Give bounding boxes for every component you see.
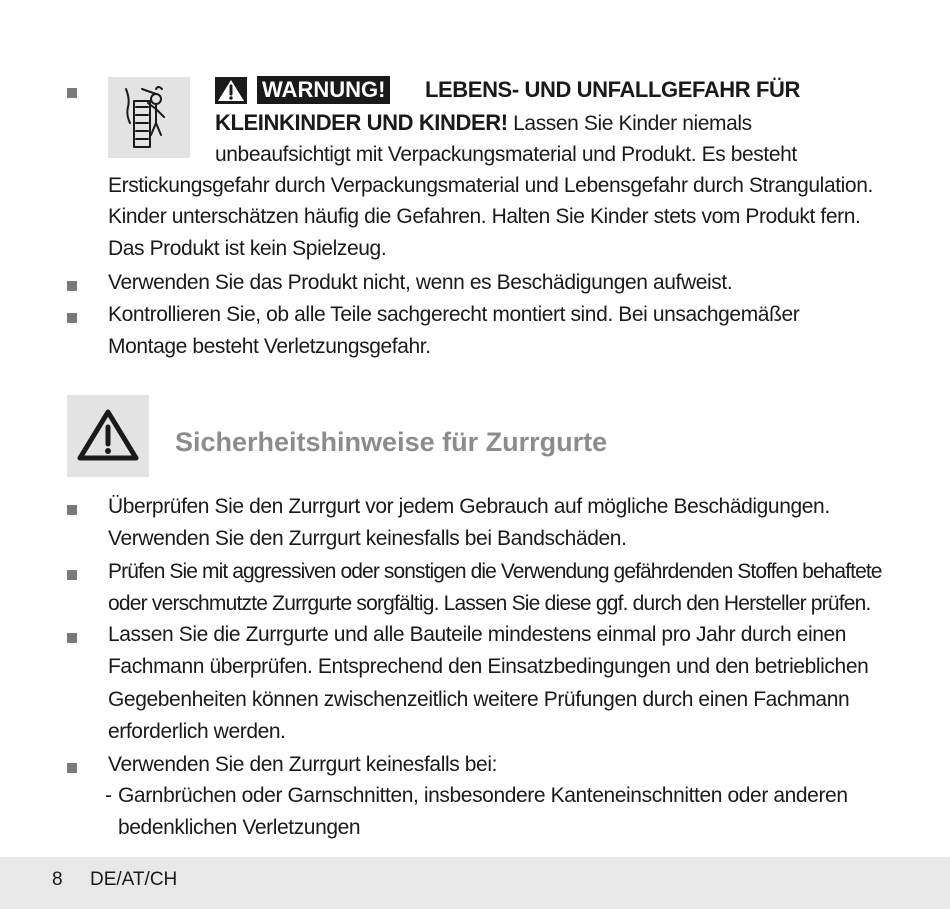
sub-item-line-2: bedenklichen Verletzungen xyxy=(118,816,361,839)
warning-line-4: Kinder unterschätzen häufig die Gefahren. Halten Sie Kinder stets vom Produkt fern. xyxy=(108,205,861,228)
sub-item-dash: - xyxy=(105,784,112,807)
annual-check-line-4: erforderlich werden. xyxy=(108,720,286,743)
contamination-line-2: oder verschmutzte Zurrgurte sorgfältig. Lassen Sie diese ggf. durch den Hersteller prüfen. xyxy=(108,592,871,615)
bullet-marker xyxy=(67,505,77,515)
warning-triangle-icon xyxy=(215,77,247,104)
sub-item-line-1: Garnbrüchen oder Garnschnitten, insbesondere Kanteneinschnitten oder anderen xyxy=(118,784,848,807)
assembly-bullet-line-1: Kontrollieren Sie, ob alle Teile sachgerecht montiert sind. Bei unsachgemäßer xyxy=(108,303,800,326)
bullet-marker xyxy=(67,570,77,580)
do-not-use-line: Verwenden Sie den Zurrgurt keinesfalls bei: xyxy=(108,753,498,776)
warning-line-5: Das Produkt ist kein Spielzeug. xyxy=(108,237,387,260)
inspection-line-1: Überprüfen Sie den Zurrgurt vor jedem Gebrauch auf mögliche Beschädigungen. xyxy=(108,495,830,518)
bullet-marker xyxy=(67,763,77,773)
damage-bullet-text: Verwenden Sie das Produkt nicht, wenn es Beschädigungen aufweist. xyxy=(108,271,733,294)
child-hazard-icon xyxy=(108,77,190,158)
warning-label: WARNUNG! xyxy=(257,76,390,104)
warning-line-2: unbeaufsichtigt mit Verpackungsmaterial und Produkt. Es besteht xyxy=(215,143,797,166)
warning-heading-1: LEBENS- UND UNFALLGEFAHR FÜR xyxy=(425,77,801,102)
bullet-marker xyxy=(67,633,77,643)
warning-heading-2: KLEINKINDER UND KINDER! xyxy=(215,110,508,135)
bullet-marker xyxy=(67,88,77,98)
assembly-bullet-line-2: Montage besteht Verletzungsgefahr. xyxy=(108,335,431,358)
region-label: DE/AT/CH xyxy=(90,869,178,890)
annual-check-line-1: Lassen Sie die Zurrgurte und alle Bauteile mindestens einmal pro Jahr durch einen xyxy=(108,623,847,646)
bullet-marker xyxy=(67,281,77,291)
warning-line-1-rest: Lassen Sie Kinder niemals xyxy=(507,112,752,135)
contamination-line-1: Prüfen Sie mit aggressiven oder sonstigen die Verwendung gefährdenden Stoffen behaftete xyxy=(108,560,882,583)
warning-line-1 xyxy=(215,107,752,140)
section-title: Sicherheitshinweise für Zurrgurte xyxy=(175,427,608,457)
page-number: 8 xyxy=(52,869,63,890)
section-warning-icon xyxy=(67,395,149,477)
warning-line-3: Erstickungsgefahr durch Verpackungsmaterial und Lebensgefahr durch Strangulation. xyxy=(108,174,873,197)
inspection-line-2: Verwenden Sie den Zurrgurt keinesfalls bei Bandschäden. xyxy=(108,527,627,550)
bullet-marker xyxy=(67,313,77,323)
annual-check-line-2: Fachmann überprüfen. Entsprechend den Einsatzbedingungen und den betrieblichen xyxy=(108,655,869,678)
annual-check-line-3: Gegebenheiten können zwischenzeitlich weitere Prüfungen durch einen Fachmann xyxy=(108,688,850,711)
